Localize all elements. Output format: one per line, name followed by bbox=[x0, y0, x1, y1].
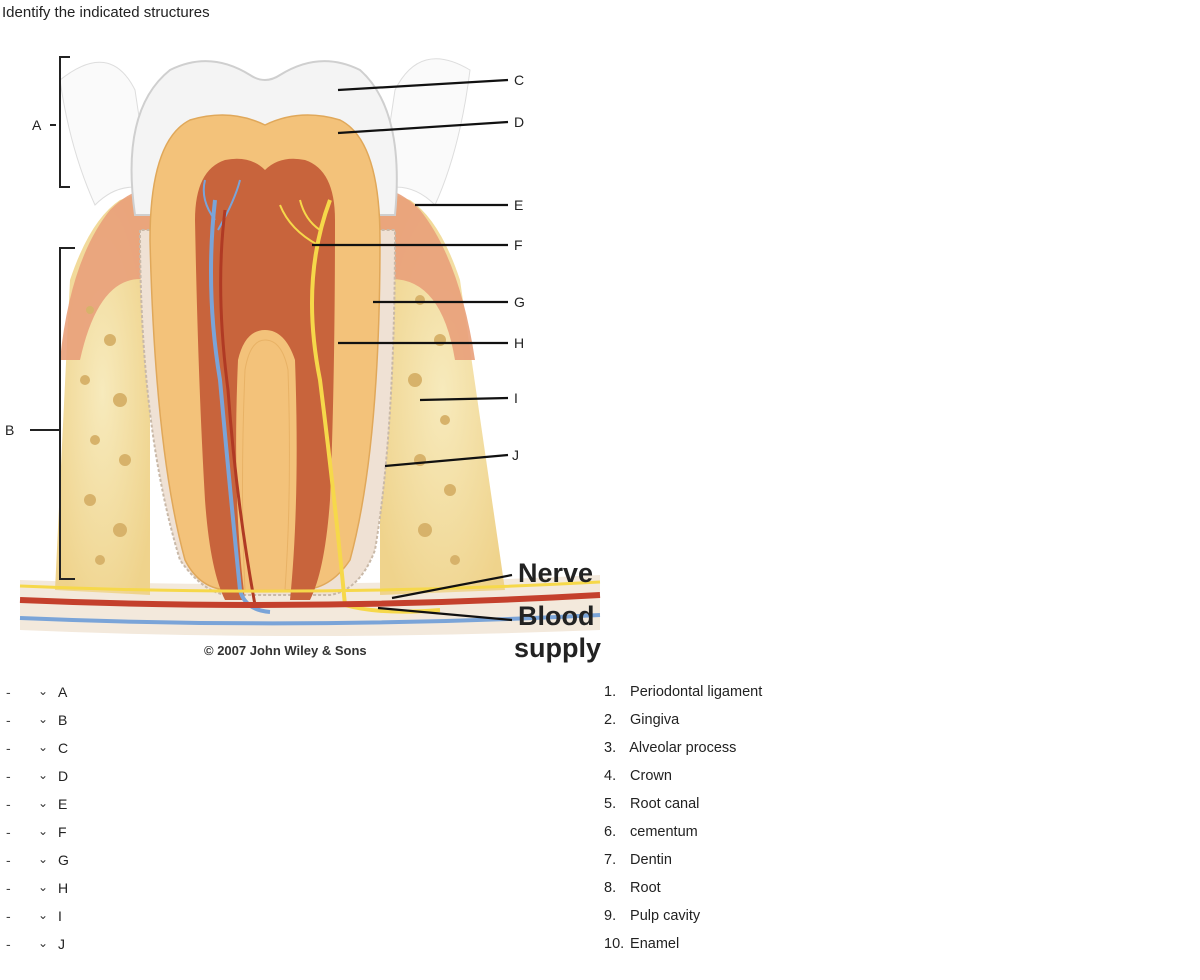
match-dash: - bbox=[6, 824, 11, 840]
match-dash: - bbox=[6, 908, 11, 924]
match-row-i bbox=[0, 902, 300, 930]
option-number: 1. bbox=[604, 684, 617, 700]
option-text: Root canal bbox=[630, 796, 700, 812]
option-number: 10. bbox=[604, 936, 625, 952]
pointer-label-h: H bbox=[514, 335, 525, 351]
option-text: Dentin bbox=[630, 852, 672, 868]
option-number: 8. bbox=[604, 880, 617, 896]
pointer-label-d: D bbox=[514, 114, 525, 130]
option-text: Enamel bbox=[630, 936, 680, 952]
bracket-b-label: B bbox=[5, 422, 15, 438]
match-row-e bbox=[0, 790, 300, 818]
match-letter: C bbox=[58, 740, 69, 756]
option-text: Alveolar process bbox=[629, 740, 737, 756]
answer-select-j[interactable]: ⌄ bbox=[38, 936, 49, 950]
pointer-label-g: G bbox=[514, 294, 525, 310]
match-row-c bbox=[0, 734, 300, 762]
answer-select-d[interactable]: ⌄ bbox=[38, 768, 49, 782]
answer-select-h[interactable]: ⌄ bbox=[38, 880, 49, 894]
answer-select-b[interactable]: ⌄ bbox=[38, 712, 49, 726]
answer-select-a[interactable]: ⌄ bbox=[38, 684, 49, 698]
pointer-label-i: I bbox=[514, 390, 518, 406]
match-row-b bbox=[0, 706, 300, 734]
match-letter: B bbox=[58, 712, 68, 728]
match-row-h bbox=[0, 874, 300, 902]
answer-select-g[interactable]: ⌄ bbox=[38, 852, 49, 866]
option-number: 4. bbox=[604, 768, 617, 784]
option-number: 5. bbox=[604, 796, 617, 812]
option-text: Crown bbox=[630, 768, 672, 784]
match-dash: - bbox=[6, 684, 11, 700]
match-row-j bbox=[0, 930, 300, 958]
pointer-label-j: J bbox=[512, 447, 519, 463]
matching-list bbox=[0, 678, 300, 958]
match-letter: A bbox=[58, 684, 68, 700]
tooth-diagram-svg bbox=[0, 30, 640, 670]
option-item bbox=[604, 930, 1004, 958]
match-letter: E bbox=[58, 796, 68, 812]
match-letter: J bbox=[58, 936, 65, 952]
option-number: 3. bbox=[604, 740, 617, 756]
option-number: 2. bbox=[604, 712, 617, 728]
match-dash: - bbox=[6, 936, 11, 952]
option-item bbox=[604, 818, 1004, 846]
option-text: Gingiva bbox=[630, 712, 680, 728]
answer-select-f[interactable]: ⌄ bbox=[38, 824, 49, 838]
pointer-label-f: F bbox=[514, 237, 523, 253]
inter-root-dentin bbox=[243, 340, 290, 590]
blood-label-line2: supply bbox=[514, 633, 602, 663]
match-dash: - bbox=[6, 768, 11, 784]
tooth-diagram bbox=[0, 30, 640, 670]
blood-label-line1: Blood bbox=[518, 601, 595, 631]
option-item bbox=[604, 846, 1004, 874]
option-number: 6. bbox=[604, 824, 617, 840]
answer-select-i[interactable]: ⌄ bbox=[38, 908, 49, 922]
answer-options bbox=[604, 678, 1004, 958]
match-dash: - bbox=[6, 796, 11, 812]
match-letter: G bbox=[58, 852, 69, 868]
question-text: Identify the indicated structures bbox=[2, 4, 210, 21]
option-number: 9. bbox=[604, 908, 617, 924]
option-item bbox=[604, 790, 1004, 818]
nerve-label: Nerve bbox=[518, 558, 594, 588]
bracket-a-label: A bbox=[32, 117, 42, 133]
match-letter: H bbox=[58, 880, 69, 896]
match-letter: F bbox=[58, 824, 67, 840]
match-dash: - bbox=[6, 880, 11, 896]
match-letter: I bbox=[58, 908, 62, 924]
answer-select-c[interactable]: ⌄ bbox=[38, 740, 49, 754]
option-number: 7. bbox=[604, 852, 617, 868]
match-row-g bbox=[0, 846, 300, 874]
option-text: cementum bbox=[630, 824, 698, 840]
pointer-label-e: E bbox=[514, 197, 524, 213]
match-row-a bbox=[0, 678, 300, 706]
match-row-f bbox=[0, 818, 300, 846]
option-item bbox=[604, 874, 1004, 902]
match-dash: - bbox=[6, 852, 11, 868]
option-item bbox=[604, 678, 1004, 706]
pointer-label-c: C bbox=[514, 72, 525, 88]
option-text: Periodontal ligament bbox=[630, 684, 763, 700]
option-item bbox=[604, 706, 1004, 734]
match-row-d bbox=[0, 762, 300, 790]
match-letter: D bbox=[58, 768, 69, 784]
answer-select-e[interactable]: ⌄ bbox=[38, 796, 49, 810]
option-text: Pulp cavity bbox=[630, 908, 701, 924]
match-dash: - bbox=[6, 740, 11, 756]
option-item bbox=[604, 762, 1004, 790]
option-item bbox=[604, 902, 1004, 930]
option-item bbox=[604, 734, 1004, 762]
option-text: Root bbox=[630, 880, 661, 896]
copyright-text: © 2007 John Wiley & Sons bbox=[204, 643, 367, 658]
match-dash: - bbox=[6, 712, 11, 728]
